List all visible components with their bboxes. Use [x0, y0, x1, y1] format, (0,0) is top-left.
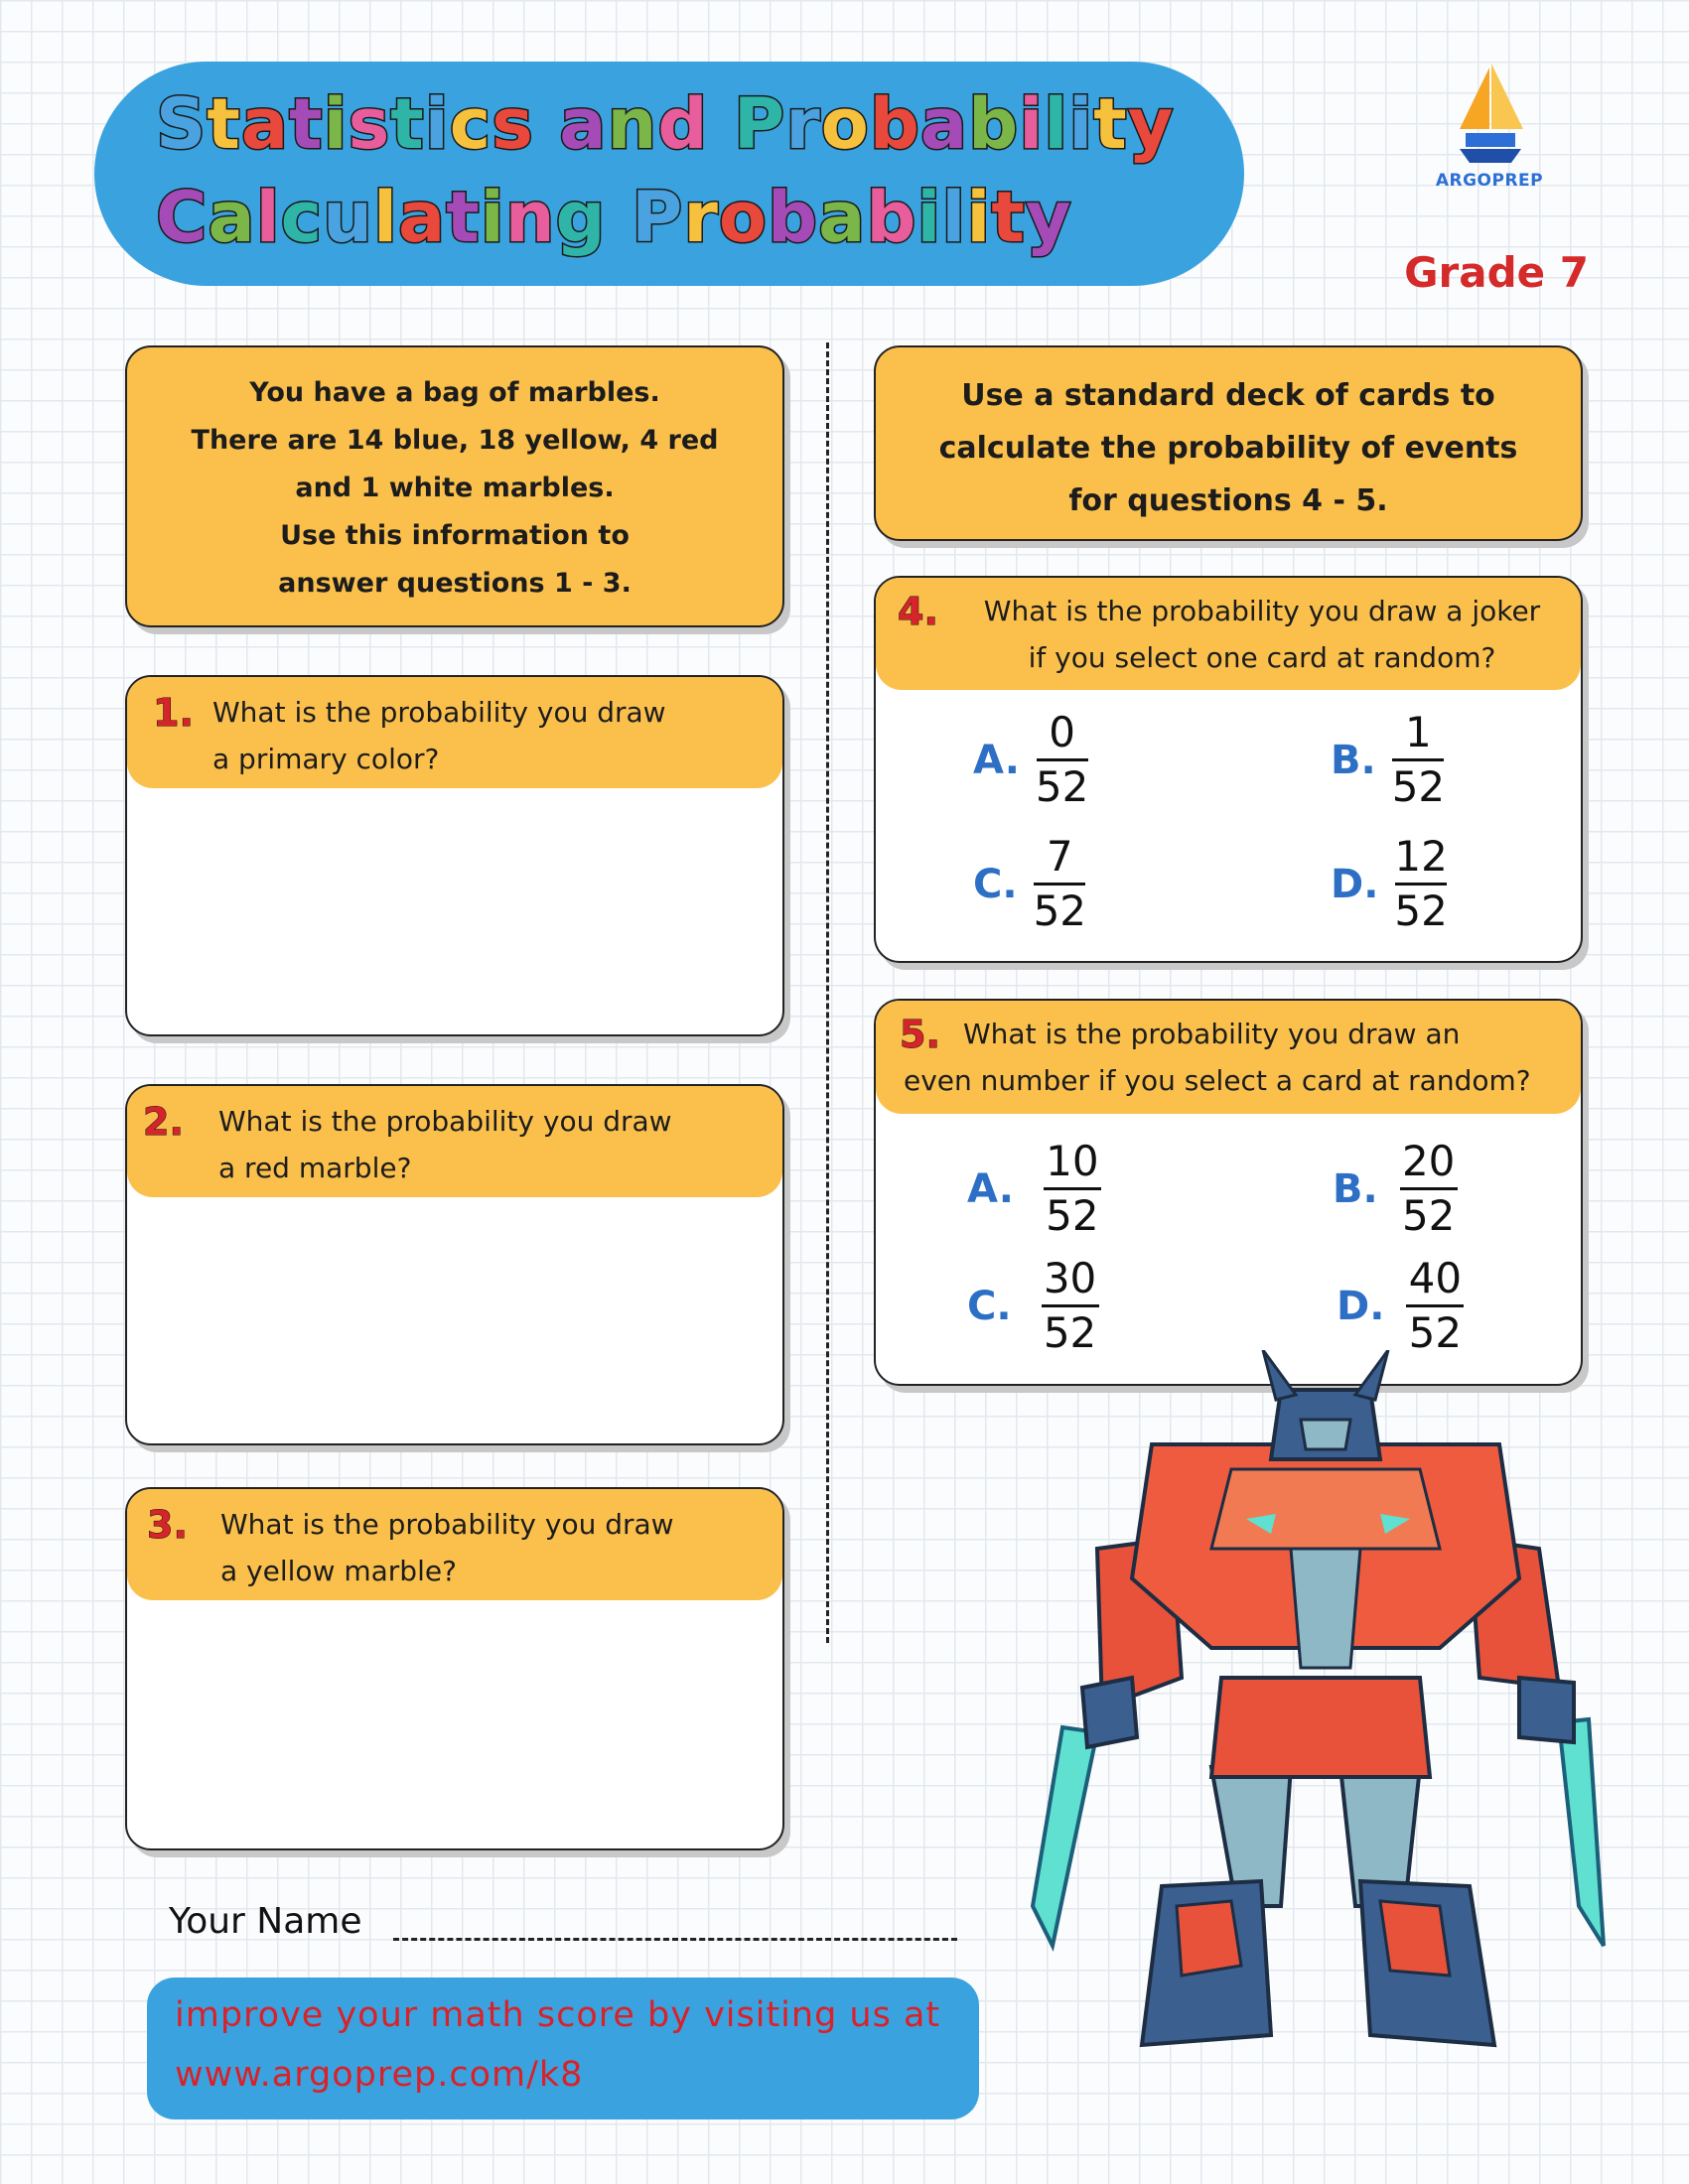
info-line: You have a bag of marbles.: [249, 377, 660, 408]
info-line: calculate the probability of events: [938, 431, 1518, 466]
question-line: a red marble?: [218, 1152, 412, 1184]
choice-a[interactable]: [973, 707, 1088, 813]
title-letter: c: [280, 177, 324, 258]
title-letter: s: [492, 83, 534, 165]
title-letter: P: [632, 177, 684, 258]
denominator: 52: [1394, 887, 1448, 935]
info-line: answer questions 1 - 3.: [278, 568, 632, 599]
title-letter: a: [397, 177, 447, 258]
choice-letter: D.: [1337, 1283, 1385, 1329]
question-header: [127, 677, 782, 788]
numerator: 40: [1408, 1254, 1463, 1302]
title-letter: i: [323, 83, 349, 165]
numerator: 30: [1043, 1254, 1097, 1302]
title-letter: a: [818, 177, 867, 258]
choice-letter: C.: [967, 1283, 1012, 1329]
question-1-box: [125, 675, 784, 1036]
title-letter: c: [449, 83, 493, 165]
title-letter: S: [156, 83, 208, 165]
title-letter: i: [480, 177, 505, 258]
title-letter: l: [941, 177, 967, 258]
question-number: 2.: [143, 1100, 184, 1144]
column-divider: [826, 342, 829, 1643]
fraction: [1406, 1253, 1464, 1359]
title-letter: o: [718, 177, 768, 258]
denominator: 52: [1401, 1191, 1456, 1240]
denominator: 52: [1391, 762, 1446, 811]
question-3-box: [125, 1487, 784, 1850]
footer-link[interactable]: www.argoprep.com/k8: [175, 2055, 584, 2095]
title-letter: t: [1093, 83, 1128, 165]
fraction: [1044, 1136, 1101, 1242]
choice-letter: C.: [973, 861, 1018, 907]
sailboat-icon: [1420, 60, 1559, 171]
title-letter: i: [424, 83, 450, 165]
name-input-line[interactable]: [393, 1938, 957, 1941]
title-letter: a: [559, 83, 608, 165]
title-letter: g: [555, 177, 607, 258]
choice-d[interactable]: [1331, 831, 1448, 937]
choice-letter: A.: [967, 1165, 1014, 1212]
info-line: and 1 white marbles.: [295, 473, 615, 503]
title-letter: a: [240, 83, 290, 165]
title-letter: l: [255, 177, 281, 258]
title-letter: d: [657, 83, 709, 165]
question-line: if you select one card at random?: [1028, 641, 1496, 674]
question-5-box: [874, 999, 1583, 1386]
question-text: [212, 689, 666, 782]
title-letter: t: [390, 83, 425, 165]
title-line-1: [156, 83, 1174, 165]
fraction: [1042, 1253, 1099, 1359]
title-letter: t: [991, 177, 1026, 258]
title-letter: y: [1025, 177, 1072, 258]
choice-a[interactable]: [967, 1136, 1101, 1242]
question-line: What is the probability you draw: [218, 1105, 672, 1138]
choice-letter: A.: [973, 737, 1020, 783]
question-line: What is the probability you draw: [212, 696, 666, 729]
question-header: [127, 1086, 782, 1197]
title-letter: i: [966, 177, 992, 258]
numerator: 7: [1046, 832, 1073, 881]
choice-letter: D.: [1331, 861, 1379, 907]
choice-c[interactable]: [967, 1253, 1099, 1359]
robot-illustration: [1003, 1350, 1648, 2065]
title-letter: C: [156, 177, 209, 258]
title-letter: [534, 83, 559, 165]
question-header: [876, 1001, 1581, 1114]
fraction: [1392, 707, 1445, 813]
title-letter: s: [348, 83, 391, 165]
question-2-box: [125, 1084, 784, 1445]
title-letter: t: [289, 83, 324, 165]
answer-area[interactable]: [127, 1600, 782, 1848]
choice-b[interactable]: [1331, 707, 1445, 813]
choice-b[interactable]: [1333, 1136, 1458, 1242]
fraction: [1036, 707, 1088, 813]
question-4-box: [874, 576, 1583, 963]
fraction: [1400, 1136, 1458, 1242]
title-letter: b: [869, 83, 920, 165]
title-letter: l: [1044, 83, 1069, 165]
title-letter: i: [1068, 83, 1094, 165]
title-letter: r: [683, 177, 719, 258]
question-number: 5.: [900, 1013, 940, 1056]
title-letter: t: [446, 177, 481, 258]
title-letter: o: [820, 83, 870, 165]
footer-line-1: improve your math score by visiting us at: [175, 1995, 941, 2035]
question-header: [876, 578, 1581, 690]
title-line-2: [156, 177, 1072, 258]
info-line: Use a standard deck of cards to: [961, 378, 1495, 413]
title-letter: y: [1127, 83, 1175, 165]
question-text: [218, 1098, 672, 1191]
title-letter: [607, 177, 632, 258]
denominator: 52: [1035, 762, 1089, 811]
title-letter: n: [504, 177, 556, 258]
title-letter: a: [919, 83, 969, 165]
numerator: 20: [1401, 1137, 1456, 1185]
choice-letter: B.: [1331, 737, 1376, 783]
marbles-info-box: [125, 345, 784, 627]
grade-label: Grade 7: [1404, 248, 1589, 297]
denominator: 52: [1033, 887, 1087, 935]
fraction: [1034, 831, 1086, 937]
title-banner: [94, 62, 1244, 286]
question-line: a yellow marble?: [220, 1555, 457, 1587]
argoprep-logo: [1420, 60, 1559, 208]
question-text: [220, 1501, 674, 1594]
title-letter: u: [323, 177, 373, 258]
question-line: even number if you select a card at random?: [904, 1064, 1531, 1097]
title-letter: l: [372, 177, 398, 258]
denominator: 52: [1408, 1308, 1463, 1357]
denominator: 52: [1043, 1308, 1097, 1357]
numerator: 12: [1394, 832, 1448, 881]
title-letter: b: [968, 83, 1020, 165]
choice-c[interactable]: [973, 831, 1086, 937]
question-number: 1.: [153, 691, 194, 735]
title-letter: b: [866, 177, 917, 258]
cards-info-box: [874, 345, 1583, 541]
numerator: 10: [1046, 1137, 1099, 1185]
title-letter: r: [785, 83, 821, 165]
title-letter: i: [1019, 83, 1045, 165]
question-header: [127, 1489, 782, 1600]
question-text: [904, 1011, 1569, 1104]
question-line: a primary color?: [212, 743, 440, 775]
title-letter: t: [207, 83, 241, 165]
footer-banner: [147, 1978, 979, 2119]
title-letter: P: [733, 83, 786, 165]
question-line: What is the probability you draw: [220, 1508, 674, 1541]
numerator: 1: [1405, 708, 1432, 756]
question-number: 3.: [147, 1503, 188, 1547]
title-letter: n: [607, 83, 658, 165]
info-line: There are 14 blue, 18 yellow, 4 red: [191, 425, 719, 456]
choice-letter: B.: [1333, 1165, 1378, 1212]
title-letter: a: [208, 177, 256, 258]
answer-area[interactable]: [127, 1197, 782, 1443]
name-label: Your Name: [169, 1901, 362, 1942]
info-line: for questions 4 - 5.: [1068, 483, 1388, 518]
title-letter: [709, 83, 734, 165]
question-line: What is the probability you draw an: [963, 1018, 1461, 1050]
question-text: [959, 588, 1565, 681]
numerator: 0: [1049, 708, 1075, 756]
question-number: 4.: [898, 590, 938, 633]
logo-text: ARGOPREP: [1435, 171, 1544, 191]
question-line: What is the probability you draw a joker: [983, 595, 1541, 627]
title-letter: b: [767, 177, 819, 258]
denominator: 52: [1046, 1191, 1099, 1240]
info-line: Use this information to: [280, 520, 630, 551]
answer-area[interactable]: [127, 788, 782, 1034]
choice-d[interactable]: [1337, 1253, 1464, 1359]
fraction: [1394, 831, 1447, 937]
title-letter: i: [916, 177, 942, 258]
